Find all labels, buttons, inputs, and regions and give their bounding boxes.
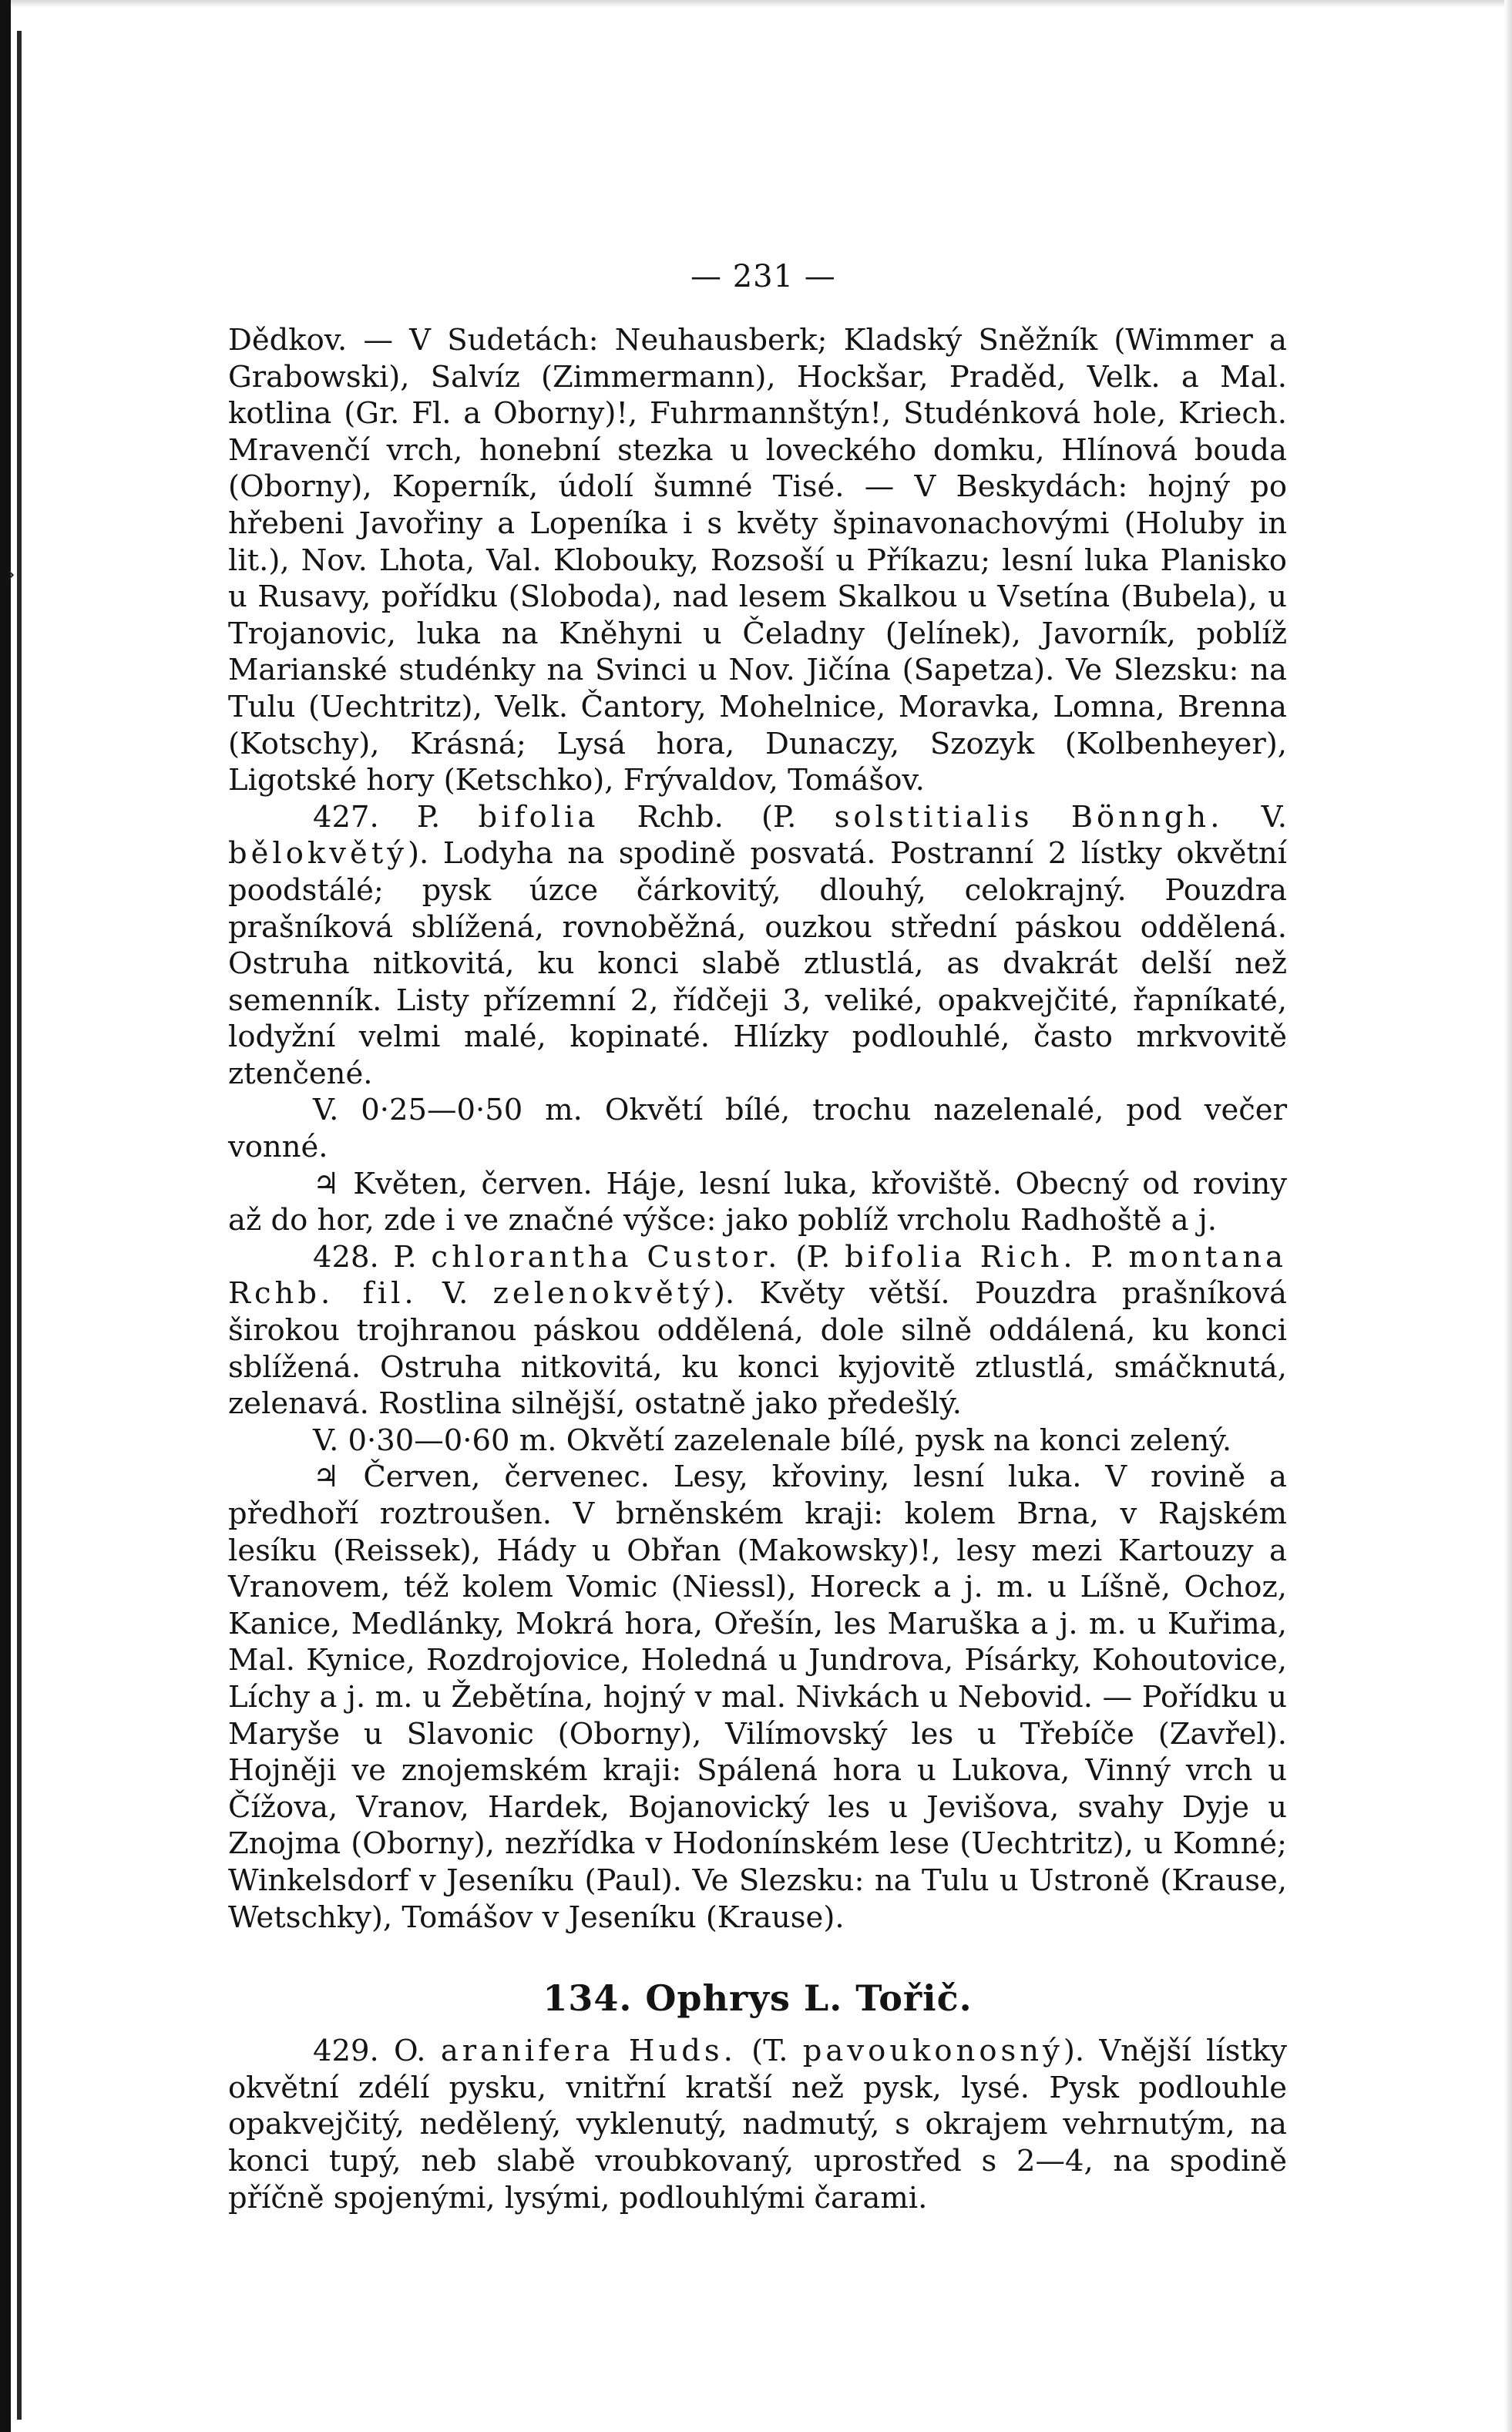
entry-427-author: Rchb.	[637, 799, 724, 835]
entry-429-description	[228, 2033, 1287, 2216]
entry-429-species: aranifera	[440, 2034, 614, 2069]
entry-428-synonym1-author: Rich.	[979, 1239, 1077, 1275]
entry-428-species: chlorantha	[431, 1239, 633, 1275]
entry-427-size: V. 0·25—0·50 m. Okvětí bílé, trochu nazelenalé, pod večer vonné.	[228, 1093, 1287, 1165]
entry-427-czech-name: bělokvětý	[228, 836, 408, 872]
entry-427-habitat: ♃ Květen, červen. Háje, lesní luka, křoviště. Obecný od roviny až do hor, zde i ve značné výšce: jako poblíž vrcholu Radhoště a j.	[228, 1166, 1287, 1238]
entry-427-czech-prefix: V.	[1261, 799, 1287, 835]
entry-428-czech-prefix: V.	[442, 1276, 469, 1312]
entry-428-author: Custor.	[647, 1239, 781, 1275]
entry-427-text: ). Lodyha na spodině posvatá. Postranní 2 lístky okvětní poodstálé; pysk úzce čárkovitý, dlouhý, celokrajný. Pouzdra prašníková sblížená, rovnoběžná, ouzkou střední páskou oddělená. Ostruha nitkovitá, ku konci slabě ztlustlá, as dvakrát delší než semenník. Listy přízemní 2, řídčeji 3, veliké, opakvejčité, řapníkaté, lodyžní velmi malé, kopinaté. Hlízky podlouhlé, často mrkvovitě ztenčené.	[228, 836, 1287, 1091]
entry-427-syn-open: (P.	[761, 799, 797, 835]
page-edge-top	[0, 0, 1512, 8]
page-binding-line	[17, 31, 22, 2420]
entry-428-synonym2-author: Rchb. fil.	[228, 1276, 418, 1312]
entry-428-czech-name: zelenokvětý	[492, 1276, 714, 1312]
entry-427-synonym: solstitialis	[834, 799, 1033, 835]
entry-427-description	[228, 799, 1287, 1093]
entry-428-syn1-open: (P.	[795, 1239, 831, 1275]
entry-428-synonym1: bifolia	[845, 1239, 966, 1275]
entry-429-czech-open: (T.	[751, 2034, 788, 2069]
entry-429-czech-name: pavoukonosný	[802, 2034, 1063, 2069]
page-number: — 231 —	[690, 259, 836, 294]
entry-429-number: 429. O.	[313, 2034, 426, 2069]
entry-428-description	[228, 1239, 1287, 1423]
page-edge-right	[1504, 0, 1512, 2432]
entry-429-text: ). Vnější lístky okvětní zdélí pysku, vnitřní kratší než pysk, lysé. Pysk podlouhle opakvejčitý, nedělený, vyklenutý, nadmutý, s okrajem vehrnutým, na konci tupý, neb slabě vroubkovaný, uprostřed s 2—4, na spodině příčně spojenými, lysými, podlouhlými čarami.	[228, 2034, 1287, 2215]
paragraph-localities-continued: Dědkov. — V Sudetách: Neuhausberk; Kladský Sněžník (Wimmer a Grabowski), Salvíz (Zimmermann), Hockšar, Praděd, Velk. a Mal. kotlina (Gr. Fl. a Oborny)!, Fuhrmannštýn!, Studénková hole, Kriech. Mravenčí vrch, honební stezka u loveckého domku, Hlínová bouda (Oborny), Koperník, údolí šumné Tisé. — V Beskydách: hojný po hřebeni Javořiny a Lopeníka i s květy špinavonachovými (Holuby in lit.), Nov. Lhota, Val. Klobouky, Rozsoší u Příkazu; lesní luka Planisko u Rusavy, pořídku (Sloboda), nad lesem Skalkou u Vsetína (Bubela), u Trojanovic, luka na Kněhyni u Čeladny (Jelínek), Javorník, poblíž Marianské studénky na Svinci u Nov. Jičína (Sapetza). Ve Slezsku: na Tulu (Uechtritz), Velk. Čantory, Mohelnice, Moravka, Lomna, Brenna (Kotschy), Krásná; Lysá hora, Dunaczy, Szozyk (Kolbenheyer), Ligotské hory (Ketschko), Frývaldov, Tomášov.	[228, 323, 1287, 798]
section-heading-ophrys: 134. Ophrys L. Tořič.	[543, 1977, 973, 2020]
entry-428-number: 428. P.	[313, 1239, 417, 1275]
entry-427-number: 427. P.	[313, 799, 441, 835]
entry-428-text: ). Květy větší. Pouzdra prašníková širokou trojhranou páskou oddělená, dole silně oddálená, ku konci sblížená. Ostruha nitkovitá, ku konci kyjovitě ztlustlá, smáčknutá, zelenavá. Rostlina silnější, ostatně jako předešlý.	[228, 1276, 1287, 1422]
entry-428-syn2-prefix: P.	[1090, 1239, 1114, 1275]
page-body	[228, 322, 1287, 2216]
entry-428-habitat: ♃ Červen, červenec. Lesy, křoviny, lesní luka. V rovině a předhoří roztroušen. V brněnském kraji: kolem Brna, v Rajském lesíku (Reissek), Hády u Obřan (Makowsky)!, lesy mezi Kartouzy a Vranovem, též kolem Vomic (Niessl), Horeck a j. m. u Líšně, Ochoz, Kanice, Medlánky, Mokrá hora, Ořešín, les Maruška a j. m. u Kuřima, Mal. Kynice, Rozdrojovice, Holedná u Jundrova, Písárky, Kohoutovice, Líchy a j. m. u Žebětína, hojný v mal. Nivkách u Nebovid. — Pořídku u Maryše u Slavonic (Oborny), Vilímovský les u Třebíče (Zavřel). Hojněji ve znojemském kraji: Spálená hora u Lukova, Vinný vrch u Čížova, Vranov, Hardek, Bojanovický les u Jevišova, svahy Dyje u Znojma (Oborny), nezřídka v Hodonínském lese (Uechtritz), u Komné; Winkelsdorf v Jeseníku (Paul). Ve Slezsku: na Tulu u Ustroně (Krause, Wetschky), Tomášov v Jeseníku (Krause).	[228, 1460, 1287, 1935]
entry-427-synonym-author: Bönngh.	[1070, 799, 1224, 835]
entry-428-size: V. 0·30—0·60 m. Okvětí zazelenale bílé, pysk na konci zelený.	[313, 1423, 1232, 1458]
page-binding-edge	[0, 0, 11, 2432]
entry-428-synonym2: montana	[1128, 1239, 1287, 1275]
entry-427-species: bifolia	[478, 799, 600, 835]
entry-429-author: Huds.	[628, 2034, 737, 2069]
margin-mark: ›	[6, 561, 15, 588]
